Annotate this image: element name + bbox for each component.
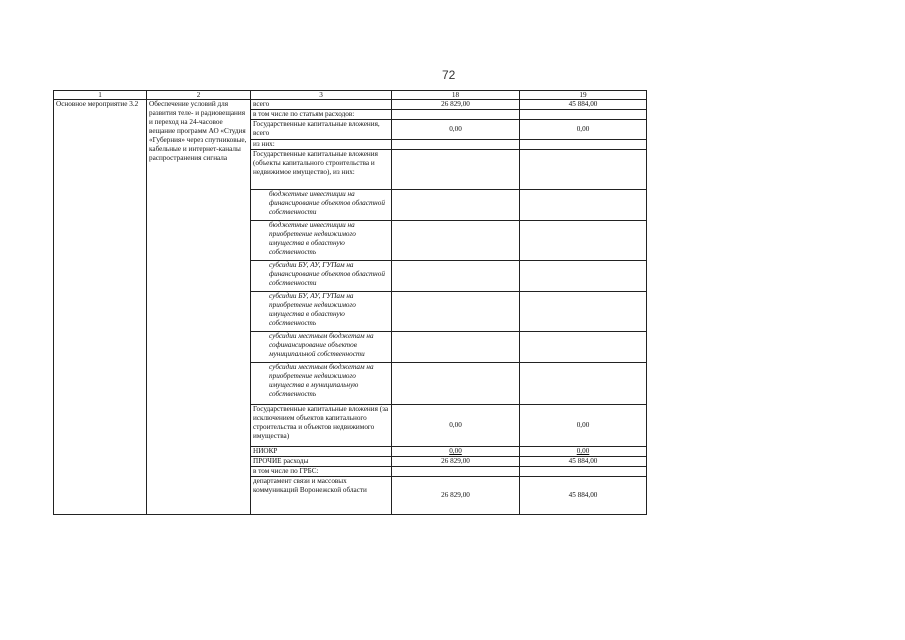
activity-code-cell: Основное мероприятие 3.2 (54, 100, 147, 515)
value-cell-19 (520, 221, 647, 261)
row-label: субсидии БУ, АУ, ГУПам на приобретение недвижимого имущества в областную собственность (251, 292, 392, 332)
value-cell-19 (520, 261, 647, 292)
value-cell-19: 0,00 (520, 120, 647, 140)
header-cell: 1 (54, 91, 147, 100)
value-cell-18: 26 829,00 (392, 457, 520, 467)
row-label: бюджетные инвестиции на финансирование объектов областной собственности (251, 190, 392, 221)
header-cell: 19 (520, 91, 647, 100)
value-cell-18 (392, 190, 520, 221)
value-cell-19: 0,00 (520, 405, 647, 447)
value-cell-19 (520, 150, 647, 190)
page-number: 72 (442, 68, 456, 82)
row-label: ПРОЧИЕ расходы (251, 457, 392, 467)
value-cell-19 (520, 292, 647, 332)
value-cell-18 (392, 332, 520, 363)
value-cell-18: 0,00 (392, 447, 520, 457)
row-label: в том числе по статьям расходов: (251, 110, 392, 120)
row-label: департамент связи и массовых коммуникаций Воронежской области (251, 477, 392, 515)
value-cell-19: 45 884,00 (520, 100, 647, 110)
row-label: бюджетные инвестиции на приобретение недвижимого имущества в областную собственность (251, 221, 392, 261)
row-label: Государственные капитальные вложения (объекты капитального строительства и недвижимое имущество), из них: (251, 150, 392, 190)
activity-description-cell: Обеспечение условий для развития теле- и радиовещания и переход на 24-часовое вещание программ АО «Студия «Губерния» через спутниковые, кабельные и интернет-каналы распространения сигнала (147, 100, 251, 515)
row-label: НИОКР (251, 447, 392, 457)
value-cell-18 (392, 110, 520, 120)
value-cell-18 (392, 363, 520, 405)
value-cell-18 (392, 292, 520, 332)
value-cell-18: 26 829,00 (392, 477, 520, 515)
value-cell-18 (392, 221, 520, 261)
value-cell-19 (520, 110, 647, 120)
row-label: из них: (251, 140, 392, 150)
value-cell-19 (520, 363, 647, 405)
value-cell-18: 0,00 (392, 120, 520, 140)
header-cell: 18 (392, 91, 520, 100)
value-cell-18 (392, 150, 520, 190)
value-cell-19: 0,00 (520, 447, 647, 457)
budget-table (53, 90, 647, 515)
header-cell: 3 (251, 91, 392, 100)
row-label: субсидии БУ, АУ, ГУПам на финансирование объектов областной собственности (251, 261, 392, 292)
value-cell-19 (520, 190, 647, 221)
value-cell-19 (520, 332, 647, 363)
row-label: в том числе по ГРБС: (251, 467, 392, 477)
row-label: Государственные капитальные вложения, всего (251, 120, 392, 140)
row-label: Государственные капитальные вложения (за исключением объектов капитального строительства и объектов недвижимого имущества) (251, 405, 392, 447)
value-cell-18 (392, 467, 520, 477)
value-cell-18 (392, 261, 520, 292)
row-label: всего (251, 100, 392, 110)
value-cell-18: 26 829,00 (392, 100, 520, 110)
row-label: субсидии местным бюджетам на приобретение недвижимого имущества в муниципальную собственность (251, 363, 392, 405)
value-cell-18 (392, 140, 520, 150)
header-cell: 2 (147, 91, 251, 100)
value-cell-19 (520, 467, 647, 477)
value-cell-19: 45 884,00 (520, 457, 647, 467)
value-cell-18: 0,00 (392, 405, 520, 447)
value-cell-19 (520, 140, 647, 150)
value-cell-19: 45 884,00 (520, 477, 647, 515)
row-label: субсидии местным бюджетам на софинансирование объектов муниципальной собственности (251, 332, 392, 363)
table-header-row (54, 91, 647, 100)
table-row (54, 100, 647, 110)
